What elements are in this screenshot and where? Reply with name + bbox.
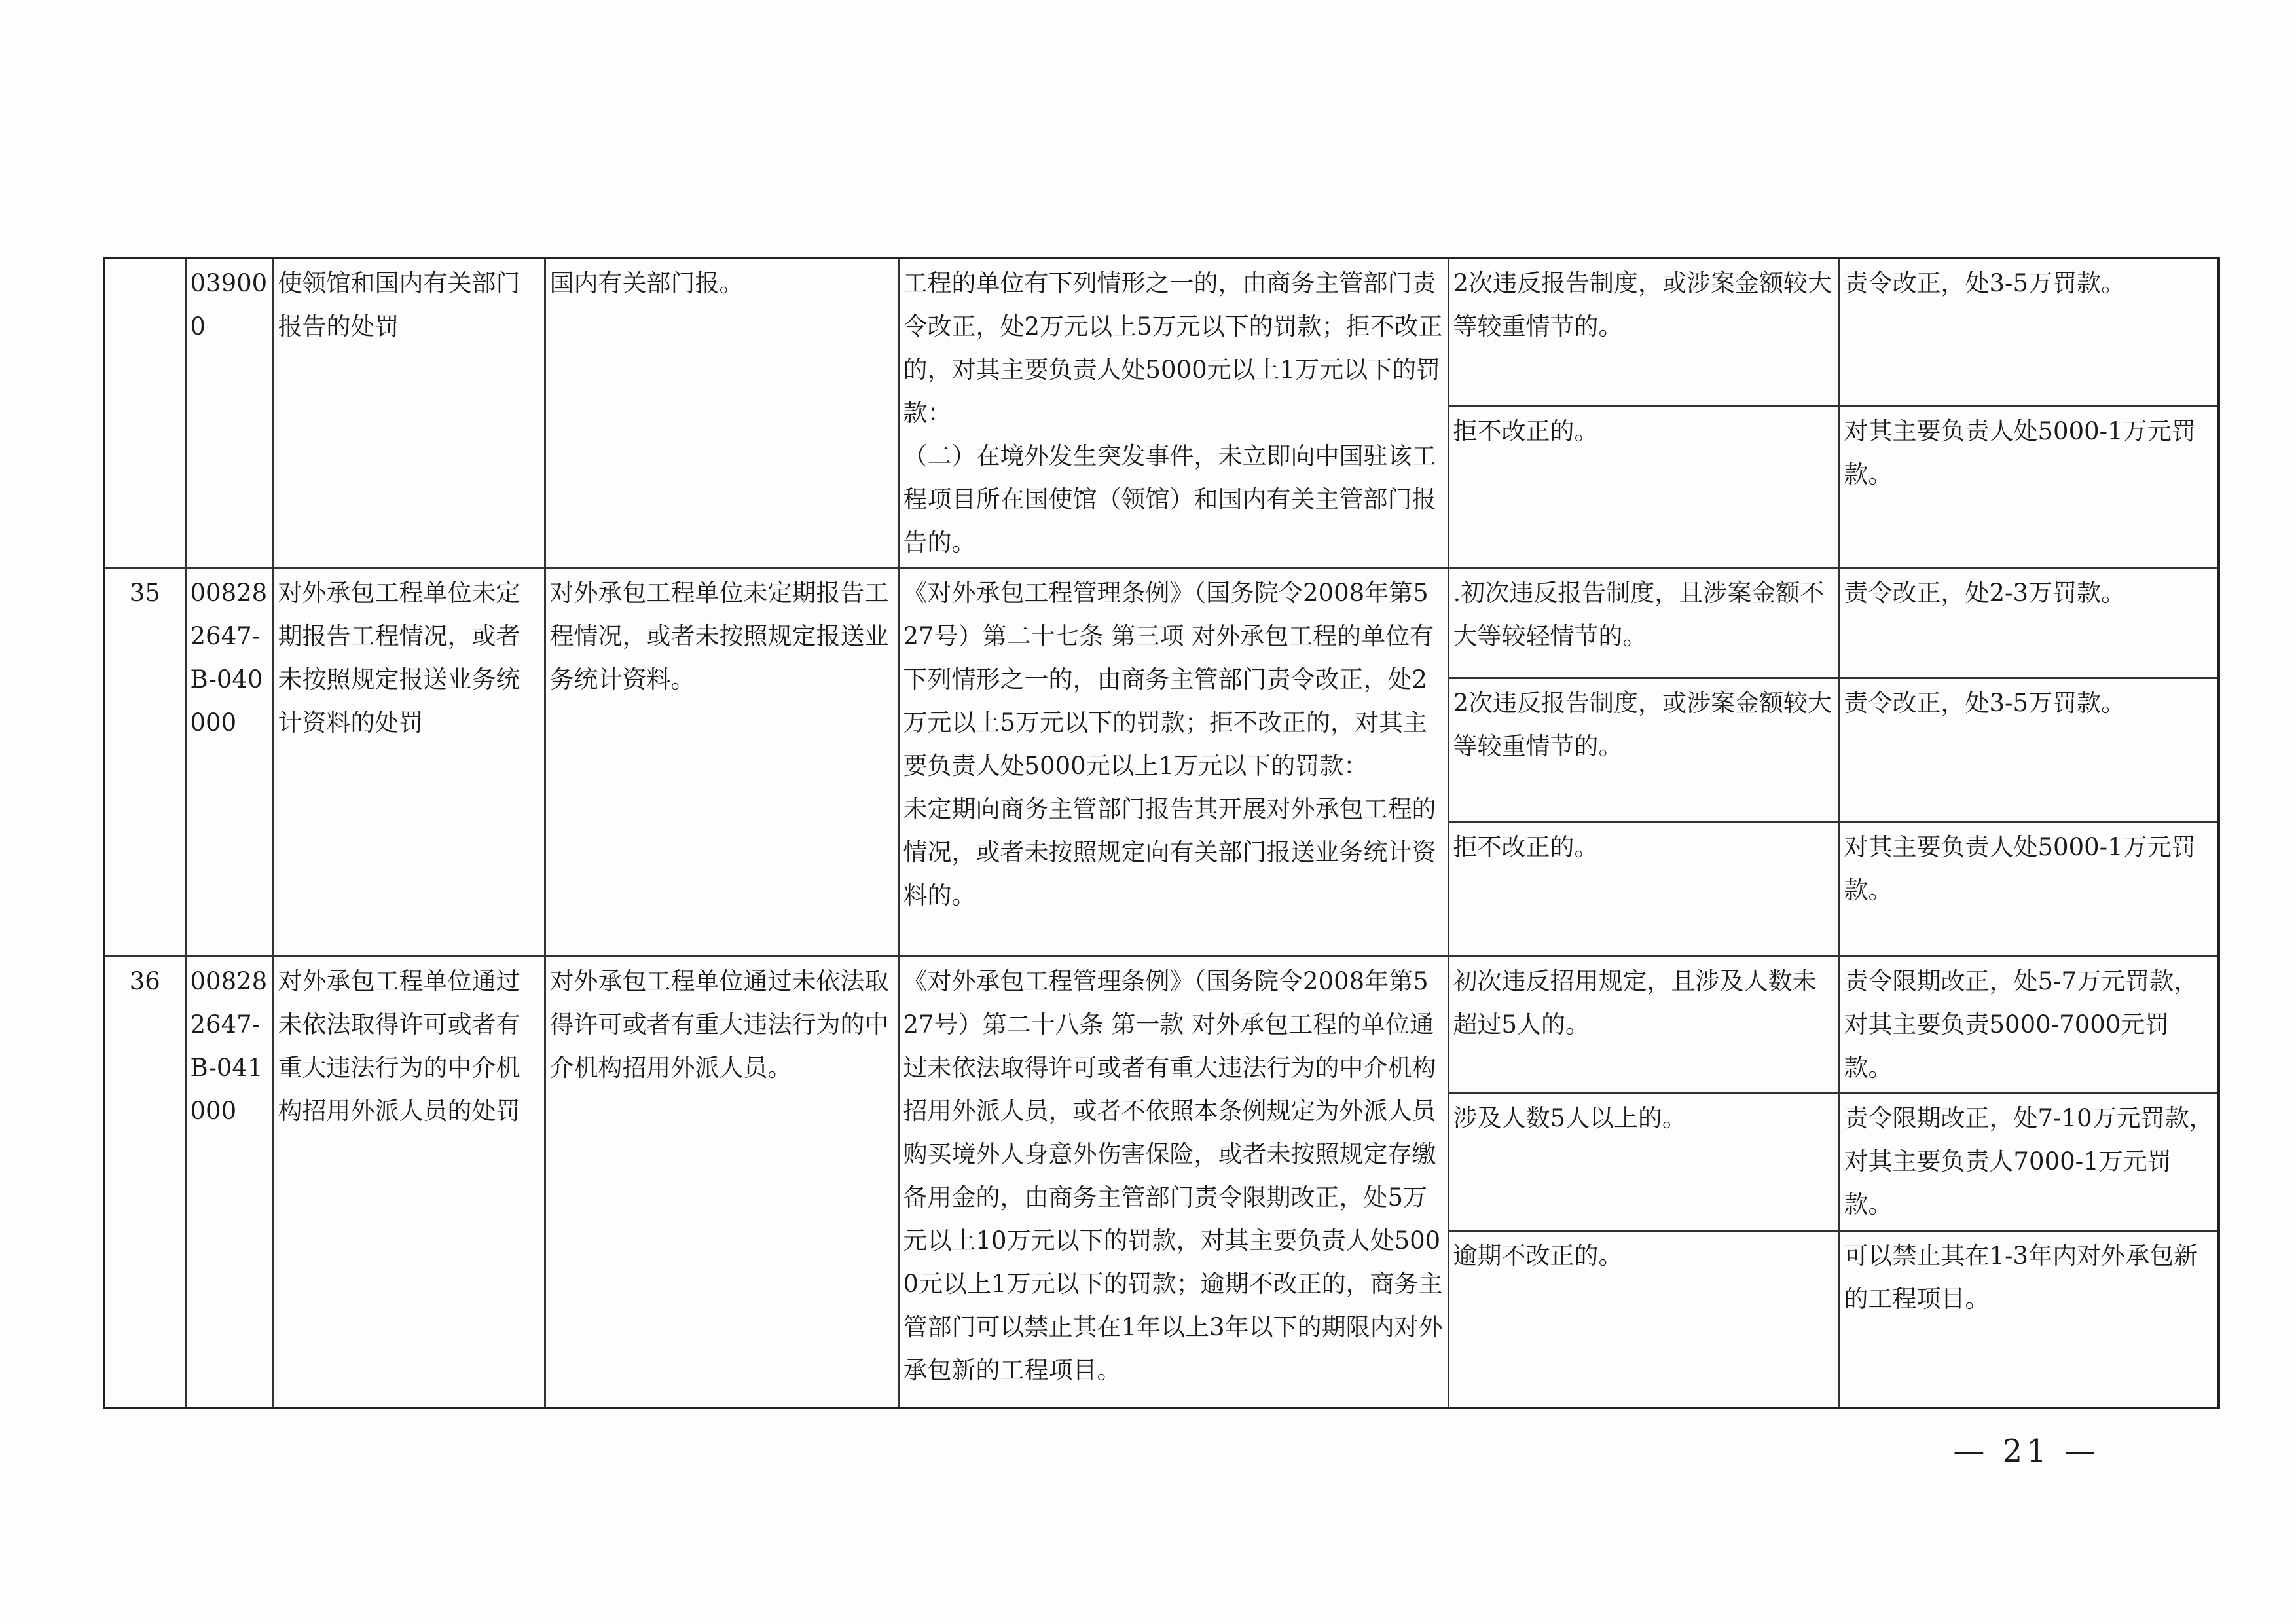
penalty-cell: 责令限期改正，处5-7万元罚款，对其主要负责5000-7000元罚款。 <box>1839 957 2219 1094</box>
situation-cell: 2次违反报告制度，或涉案金额较大等较重情节的。 <box>1448 678 1839 822</box>
item-number: 36 <box>104 957 185 1408</box>
penalty-cell: 对其主要负责人处5000-1万元罚款。 <box>1839 406 2219 568</box>
item-condition: 对外承包工程单位通过未依法取得许可或者有重大违法行为的中介机构招用外派人员。 <box>545 957 898 1408</box>
item-name: 对外承包工程单位通过未依法取得许可或者有重大违法行为的中介机构招用外派人员的处罚 <box>273 957 545 1408</box>
penalty-cell: 对其主要负责人处5000-1万元罚款。 <box>1839 822 2219 957</box>
situation-cell: 拒不改正的。 <box>1448 822 1839 957</box>
legal-basis: 《对外承包工程管理条例》（国务院令2008年第527号）第二十八条 第一款 对外承包工程的单位通过未依法取得许可或者有重大违法行为的中介机构招用外派人员，或者不依照本条例规定为外派人员购买境外人身意外伤害保险，或者未按照规定存缴备用金的，由商务主管部门责令限期改正，处5万元以上10万元以下的罚款，对其主要负责人处5000元以上1万元以下的罚款；逾期不改正的，商务主管部门可以禁止其在1年以上3年以下的期限内对外承包新的工程项目。 <box>898 957 1448 1408</box>
item-code: 039000 <box>185 258 273 568</box>
table-row <box>104 258 2219 406</box>
item-number: 35 <box>104 568 185 957</box>
item-number <box>104 258 185 568</box>
item-code: 008282647-B-041000 <box>185 957 273 1408</box>
item-code: 008282647-B-040000 <box>185 568 273 957</box>
item-condition: 对外承包工程单位未定期报告工程情况，或者未按照规定报送业务统计资料。 <box>545 568 898 957</box>
penalty-cell: 可以禁止其在1-3年内对外承包新的工程项目。 <box>1839 1231 2219 1408</box>
situation-cell: .初次违反报告制度，且涉案金额不大等较轻情节的。 <box>1448 568 1839 678</box>
item-condition: 国内有关部门报。 <box>545 258 898 568</box>
situation-cell: 涉及人数5人以上的。 <box>1448 1094 1839 1231</box>
penalty-table <box>103 257 2220 1409</box>
page-number: — 21 — <box>1953 1433 2100 1469</box>
situation-cell: 初次违反招用规定，且涉及人数未超过5人的。 <box>1448 957 1839 1094</box>
penalty-cell: 责令改正，处2-3万罚款。 <box>1839 568 2219 678</box>
situation-cell: 拒不改正的。 <box>1448 406 1839 568</box>
item-name: 对外承包工程单位未定期报告工程情况，或者未按照规定报送业务统计资料的处罚 <box>273 568 545 957</box>
table-row <box>104 957 2219 1094</box>
legal-basis: 《对外承包工程管理条例》（国务院令2008年第527号）第二十七条 第三项 对外承包工程的单位有下列情形之一的，由商务主管部门责令改正，处2万元以上5万元以下的罚款；拒不改正的，对其主要负责人处5000元以上1万元以下的罚款： 未定期向商务主管部门报告其开展对外承包工程的情况，或者未按照规定向有关部门报送业务统计资料的。 <box>898 568 1448 957</box>
table-row <box>104 568 2219 678</box>
item-name: 使领馆和国内有关部门报告的处罚 <box>273 258 545 568</box>
penalty-cell: 责令改正，处3-5万罚款。 <box>1839 258 2219 406</box>
penalty-cell: 责令改正，处3-5万罚款。 <box>1839 678 2219 822</box>
penalty-cell: 责令限期改正，处7-10万元罚款，对其主要负责人7000-1万元罚款。 <box>1839 1094 2219 1231</box>
legal-basis: 工程的单位有下列情形之一的，由商务主管部门责令改正，处2万元以上5万元以下的罚款；拒不改正的，对其主要负责人处5000元以上1万元以下的罚款： （二）在境外发生突发事件，未立即向中国驻该工程项目所在国使馆（领馆）和国内有关主管部门报告的。 <box>898 258 1448 568</box>
situation-cell: 2次违反报告制度，或涉案金额较大等较重情节的。 <box>1448 258 1839 406</box>
situation-cell: 逾期不改正的。 <box>1448 1231 1839 1408</box>
